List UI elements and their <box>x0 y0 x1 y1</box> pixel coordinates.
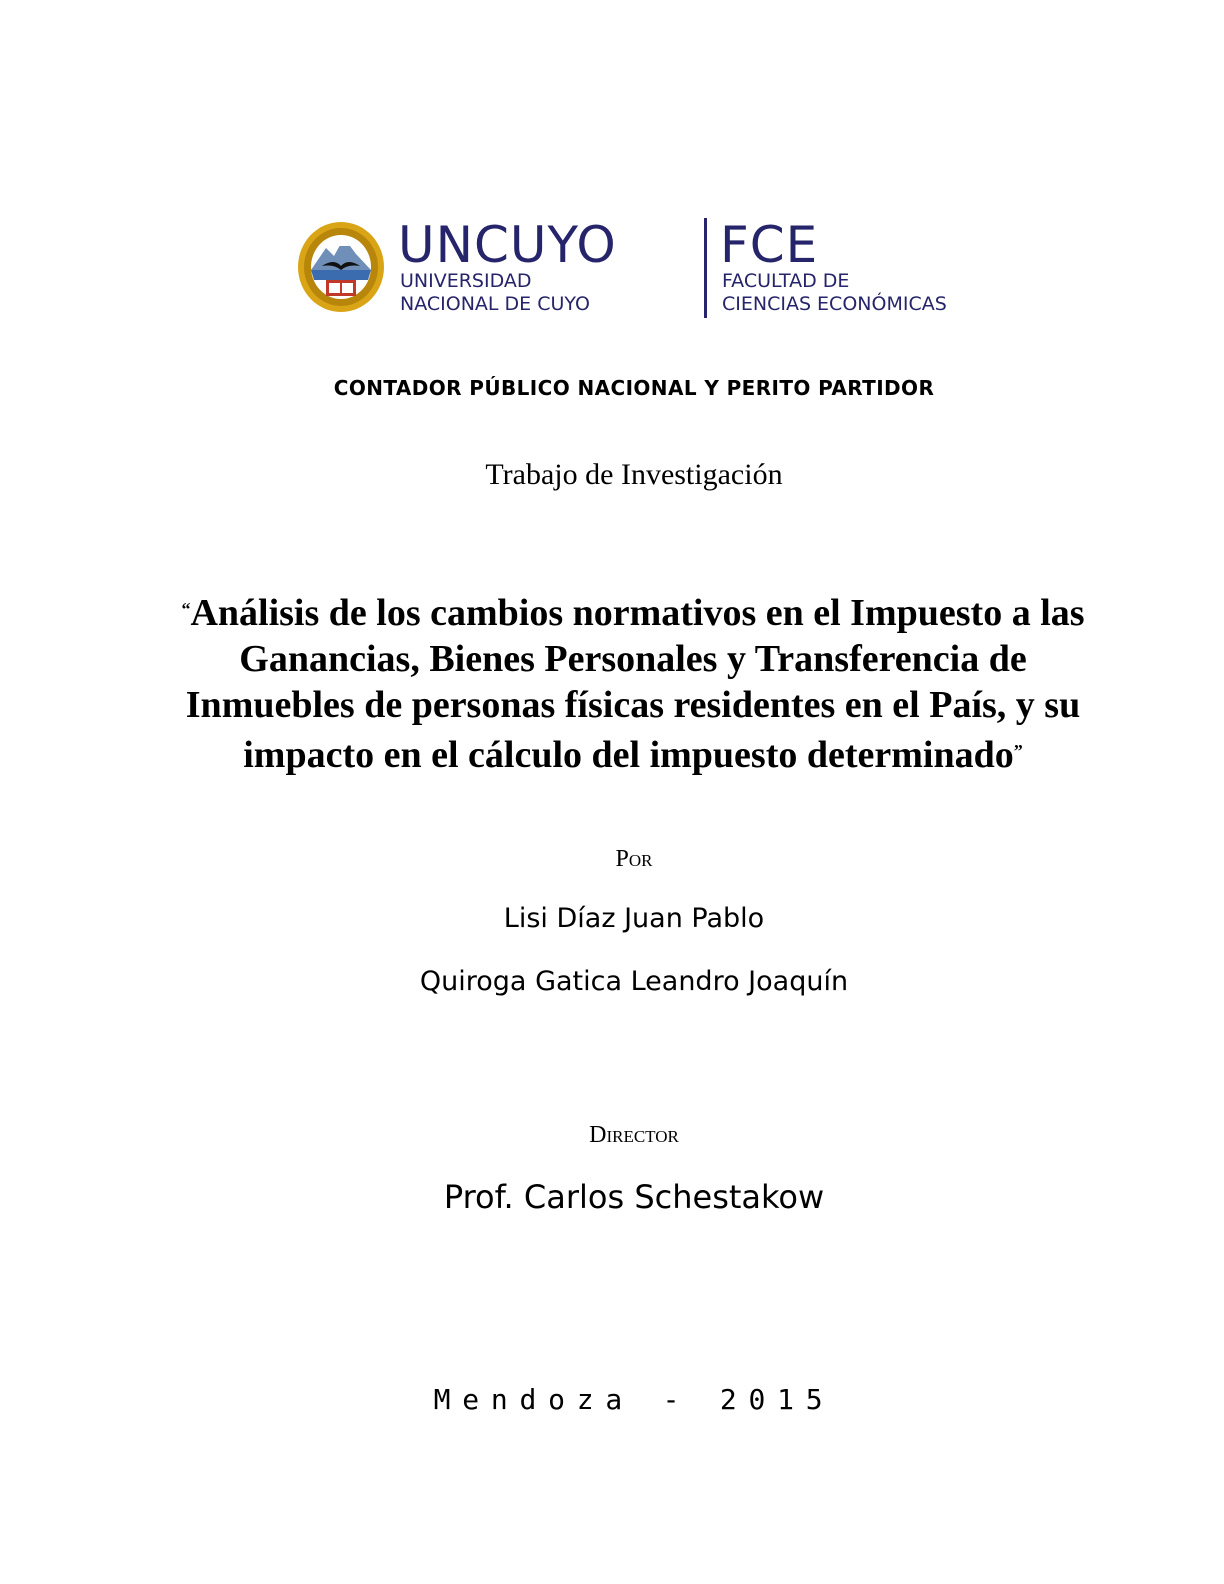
place-and-year: Mendoza - 2015 <box>433 1383 835 1416</box>
faculty-name: FCE <box>720 216 819 274</box>
document-type: Trabajo de Investigación <box>485 458 783 491</box>
faculty-subtitle-line1: FACULTAD DE <box>722 270 850 292</box>
university-subtitle-line1: UNIVERSIDAD <box>400 270 532 292</box>
faculty-subtitle-line2: CIENCIAS ECONÓMICAS <box>722 293 947 315</box>
title-text: Análisis de los cambios normativos en el Impuesto a las Ganancias, Bienes Personales y Transferencia de Inmuebles de personas físicas residentes en el País, y su impacto en el cálculo del impuesto determinado <box>185 592 1085 776</box>
title-open-quote: “ <box>181 599 191 619</box>
university-seal-icon <box>296 220 386 314</box>
logo-divider <box>704 218 707 318</box>
author-name: Quiroga Gatica Leandro Joaquín <box>419 966 849 997</box>
author-name: Lisi Díaz Juan Pablo <box>503 903 765 934</box>
director-name: Prof. Carlos Schestakow <box>443 1178 825 1216</box>
title-close-quote: ” <box>1013 741 1023 761</box>
university-name: UNCUYO <box>398 216 617 274</box>
institution-logo <box>290 212 1000 324</box>
by-label: Por <box>615 846 653 872</box>
director-label: Director <box>589 1122 679 1148</box>
thesis-title <box>170 586 1096 778</box>
career-heading: CONTADOR PÚBLICO NACIONAL Y PERITO PARTIDOR <box>333 376 935 400</box>
university-subtitle-line2: NACIONAL DE CUYO <box>400 293 590 315</box>
